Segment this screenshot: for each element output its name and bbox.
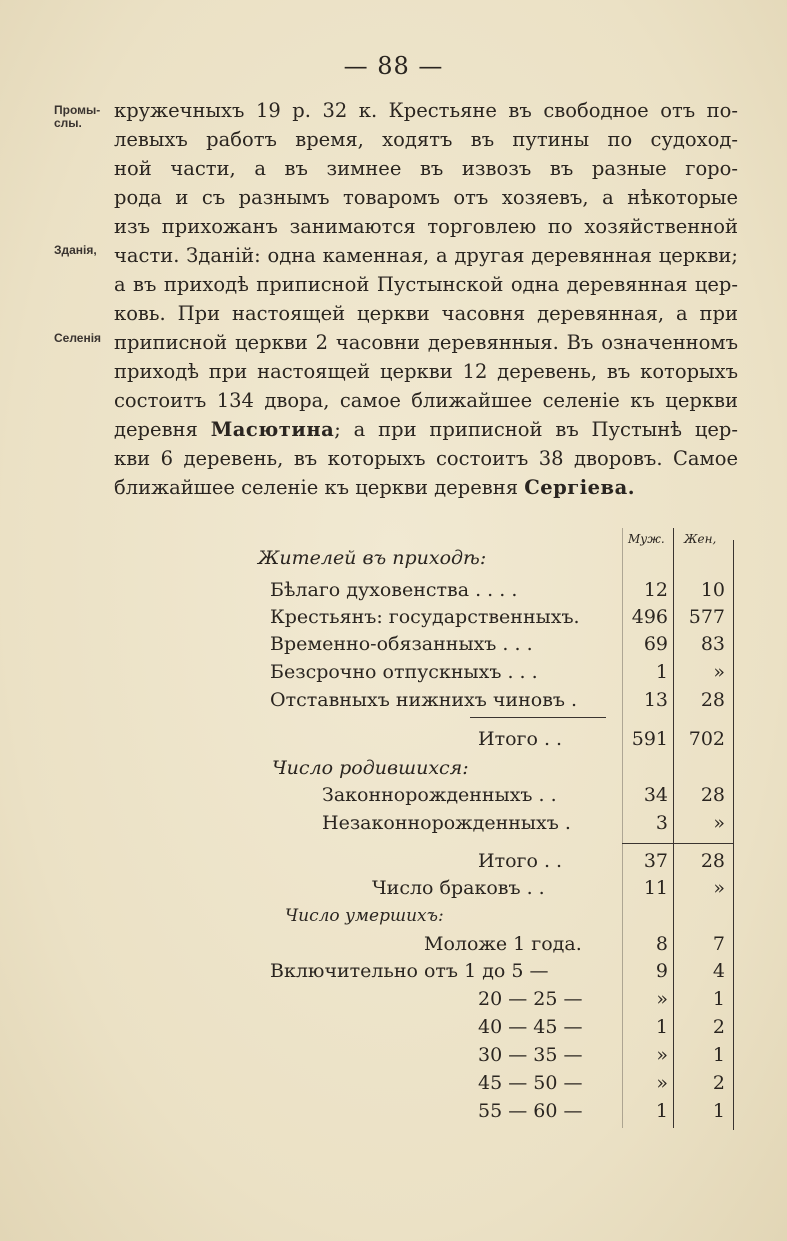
paragraph-line: рода и съ разнымъ товаромъ отъ хозяевъ, а нѣкоторые xyxy=(114,186,738,209)
female-value: 1 xyxy=(712,1100,725,1122)
male-value: 8 xyxy=(655,933,668,955)
female-value: 1 xyxy=(712,1044,725,1066)
row-label: Незаконнорожденныхъ . xyxy=(322,812,571,834)
paragraph-text: ближайшее селеніе къ церкви деревня xyxy=(114,476,525,499)
male-value: 3 xyxy=(655,812,668,834)
total-label: Итого . . xyxy=(478,850,563,872)
female-total: 702 xyxy=(688,728,725,750)
male-value: 1 xyxy=(655,1016,668,1038)
table-row xyxy=(0,1096,787,1126)
male-value: 496 xyxy=(631,606,668,628)
row-label: Законнорожденныхъ . . xyxy=(322,784,557,806)
paragraph-line: ковь. При настоящей церкви часовня деревянная, а при xyxy=(114,302,738,325)
female-value: 2 xyxy=(712,1016,725,1038)
row-label: 20 — 25 — xyxy=(478,988,583,1010)
paragraph-line: приписной церкви 2 часовни деревянныя. Въ означенномъ xyxy=(114,331,738,354)
female-value: 28 xyxy=(700,689,725,711)
paragraph-line: кви 6 деревень, въ которыхъ состоитъ 38 дворовъ. Самое xyxy=(114,447,738,470)
paragraph-line: изъ прихожанъ занимаются торговлею по хозяйственной xyxy=(114,215,738,238)
deaths-heading: Число умершихъ: xyxy=(285,906,444,926)
paragraph-line: кружечныхъ 19 р. 32 к. Крестьяне въ свободное отъ по- xyxy=(114,99,738,122)
row-label: Бѣлаго духовенства . . . . xyxy=(270,579,518,601)
row-label: Включительно отъ 1 до 5 — xyxy=(270,960,549,982)
village-name-sergieva: Сергіева. xyxy=(524,476,636,499)
table-heading-row xyxy=(0,901,787,931)
male-value: 1 xyxy=(655,1100,668,1122)
row-label: Временно-обязанныхъ . . . xyxy=(270,633,533,655)
total-row xyxy=(0,724,787,754)
female-value: 10 xyxy=(700,579,725,601)
table-row xyxy=(0,575,787,605)
table-row xyxy=(0,629,787,659)
male-value: 34 xyxy=(643,784,668,806)
row-label: 55 — 60 — xyxy=(478,1100,583,1122)
table-row xyxy=(0,685,787,715)
sum-rule xyxy=(470,717,606,718)
row-label: 40 — 45 — xyxy=(478,1016,583,1038)
male-value: » xyxy=(656,1072,668,1094)
female-value: 7 xyxy=(712,933,725,955)
table-row xyxy=(0,1068,787,1098)
total-label: Итого . . xyxy=(478,728,563,750)
row-label: Моложе 1 года. xyxy=(424,933,582,955)
male-value: 9 xyxy=(655,960,668,982)
table-row xyxy=(0,808,787,838)
female-value: 28 xyxy=(700,784,725,806)
village-name-masyutina: Масютина xyxy=(210,418,335,441)
row-label: Безсрочно отпускныхъ . . . xyxy=(270,661,538,683)
female-total: 28 xyxy=(700,850,725,872)
table-row xyxy=(0,780,787,810)
row-label: Крестьянъ: государственныхъ. xyxy=(270,606,580,628)
female-value: » xyxy=(713,877,725,899)
row-label: Отставныхъ нижнихъ чиновъ . xyxy=(270,689,578,711)
residents-heading: Жителей въ приходѣ: xyxy=(258,547,487,569)
female-value: 83 xyxy=(700,633,725,655)
page-number: — 88 — xyxy=(343,52,444,80)
male-value: 69 xyxy=(643,633,668,655)
male-total: 591 xyxy=(631,728,668,750)
table-row xyxy=(0,873,787,903)
row-label: 30 — 35 — xyxy=(478,1044,583,1066)
table-row xyxy=(0,956,787,986)
female-value: 4 xyxy=(712,960,725,982)
paragraph-line: ной части, а въ зимнее въ извозъ въ разные горо- xyxy=(114,157,738,180)
paragraph-line: состоитъ 134 двора, самое ближайшее селеніе къ церкви xyxy=(114,389,738,412)
male-value: 13 xyxy=(643,689,668,711)
table-row xyxy=(0,1012,787,1042)
female-value: 1 xyxy=(712,988,725,1010)
paragraph-line: а въ приходѣ приписной Пустынской одна деревянная цер- xyxy=(114,273,738,296)
male-total: 37 xyxy=(643,850,668,872)
row-label: 45 — 50 — xyxy=(478,1072,583,1094)
paragraph-line: части. Зданій: одна каменная, а другая деревянная церкви; xyxy=(114,244,738,267)
male-value: 12 xyxy=(643,579,668,601)
male-value: 1 xyxy=(655,661,668,683)
table-heading-row xyxy=(0,753,787,783)
column-header-female: Жен, xyxy=(684,532,717,546)
row-label: Число браковъ . . xyxy=(372,877,545,899)
female-value: 2 xyxy=(712,1072,725,1094)
female-value: » xyxy=(713,812,725,834)
paragraph-line: приходѣ при настоящей церкви 12 деревень, въ которыхъ xyxy=(114,360,738,383)
male-value: » xyxy=(656,988,668,1010)
margin-note-zdaniya: Зданія, xyxy=(54,243,97,257)
births-heading: Число родившихся: xyxy=(272,757,469,779)
margin-note-promysly: Промы-слы. xyxy=(54,103,101,130)
sum-rule xyxy=(622,843,734,844)
female-value: 577 xyxy=(688,606,725,628)
table-heading-row xyxy=(0,543,787,573)
female-value: » xyxy=(713,661,725,683)
table-row xyxy=(0,602,787,632)
paragraph-text: деревня xyxy=(114,418,211,441)
table-row xyxy=(0,929,787,959)
total-row xyxy=(0,846,787,876)
paragraph-line: левыхъ работъ время, ходятъ въ путины по судоход- xyxy=(114,128,738,151)
male-value: » xyxy=(656,1044,668,1066)
table-row xyxy=(0,1040,787,1070)
column-header-male: Муж. xyxy=(628,532,665,546)
table-row xyxy=(0,657,787,687)
margin-note-seleniya: Селенія xyxy=(54,331,102,345)
male-value: 11 xyxy=(643,877,668,899)
table-row xyxy=(0,984,787,1014)
paragraph-text: ; а при приписной въ Пустынѣ цер- xyxy=(334,418,738,441)
